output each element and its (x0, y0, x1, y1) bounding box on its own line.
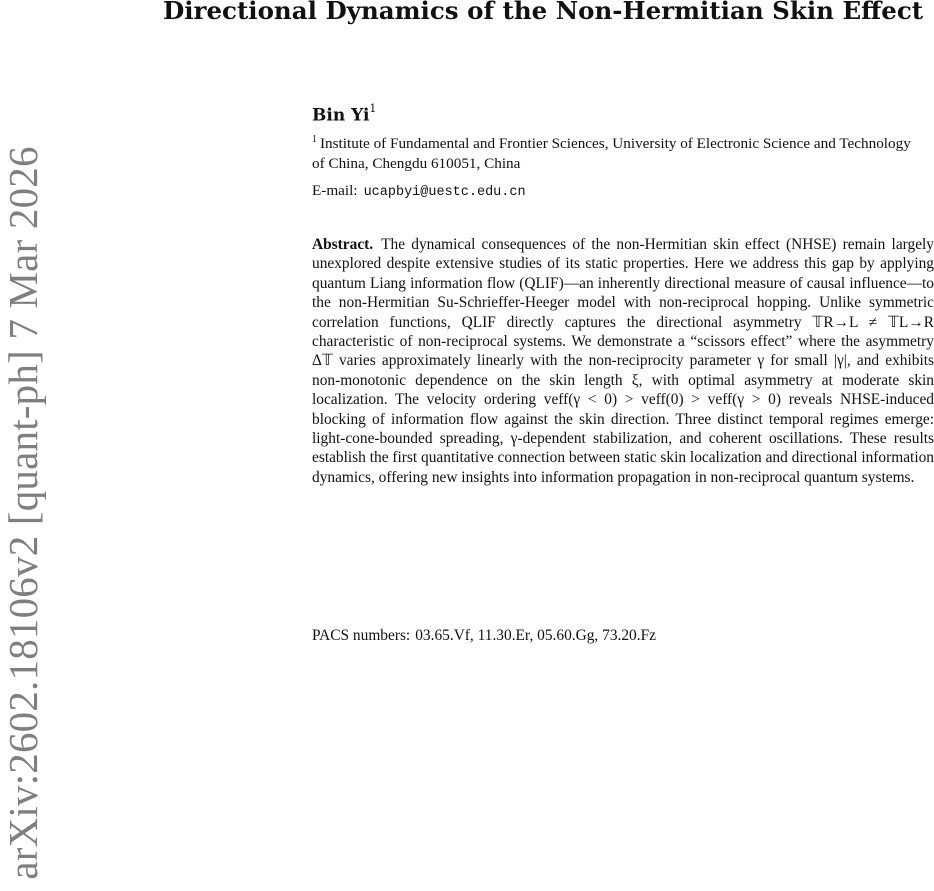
pacs-codes: 03.65.Vf, 11.30.Er, 05.60.Gg, 73.20.Fz (415, 627, 656, 644)
email-line (312, 181, 526, 203)
pacs-label: PACS numbers: (312, 627, 411, 644)
pacs-numbers (312, 626, 656, 646)
paper-title: Directional Dynamics of the Non-Hermitian Skin Effect (163, 0, 924, 25)
abstract (312, 235, 934, 487)
email-address[interactable]: ucapbyi@uestc.edu.cn (363, 185, 526, 200)
author-affiliation-mark: 1 (369, 102, 377, 115)
email-label: E-mail: (312, 182, 358, 199)
author-name: Bin Yi (312, 105, 370, 126)
author-line (312, 99, 376, 128)
abstract-heading: Abstract. (312, 236, 374, 253)
arxiv-identifier: arXiv:2602.18106v2 [quant-ph] 7 Mar 2026 (0, 146, 46, 880)
affiliation (312, 130, 912, 174)
abstract-body: The dynamical consequences of the non-Hermitian skin effect (NHSE) remain largely unexplored despite extensive studies of its static properties. Here we address this gap by applying quantum Liang information flow (QLIF)—an inherently directional measure of causal influence—to the non-Hermitian Su-Schrieffer-Heeger model with non-reciprocal hopping. Unlike symmetric correlation functions, QLIF directly captures the directional asymmetry 𝕋R→L ≠ 𝕋L→R characteristic of non-reciprocal systems. We demonstrate a “scissors effect” where the asymmetry Δ𝕋 varies approximately linearly with the non-reciprocity parameter γ for small |γ|, and exhibits non-monotonic dependence on the skin length ξ, with optimal asymmetry at moderate skin localization. The velocity ordering veff(γ < 0) > veff(0) > veff(γ > 0) reveals NHSE-induced blocking of information flow against the skin direction. Three distinct temporal regimes emerge: light-cone-bounded spreading, γ-dependent stabilization, and coherent oscillations. These results establish the first quantitative connection between static skin localization and directional information dynamics, offering new insights into information propagation in non-reciprocal quantum systems. (312, 236, 934, 486)
affiliation-mark: 1 (312, 134, 317, 145)
affiliation-text: Institute of Fundamental and Frontier Sciences, University of Electronic Science and Technology of China, Chengdu 610051, China (312, 135, 911, 173)
arxiv-sidebar-stamp (0, 0, 46, 891)
